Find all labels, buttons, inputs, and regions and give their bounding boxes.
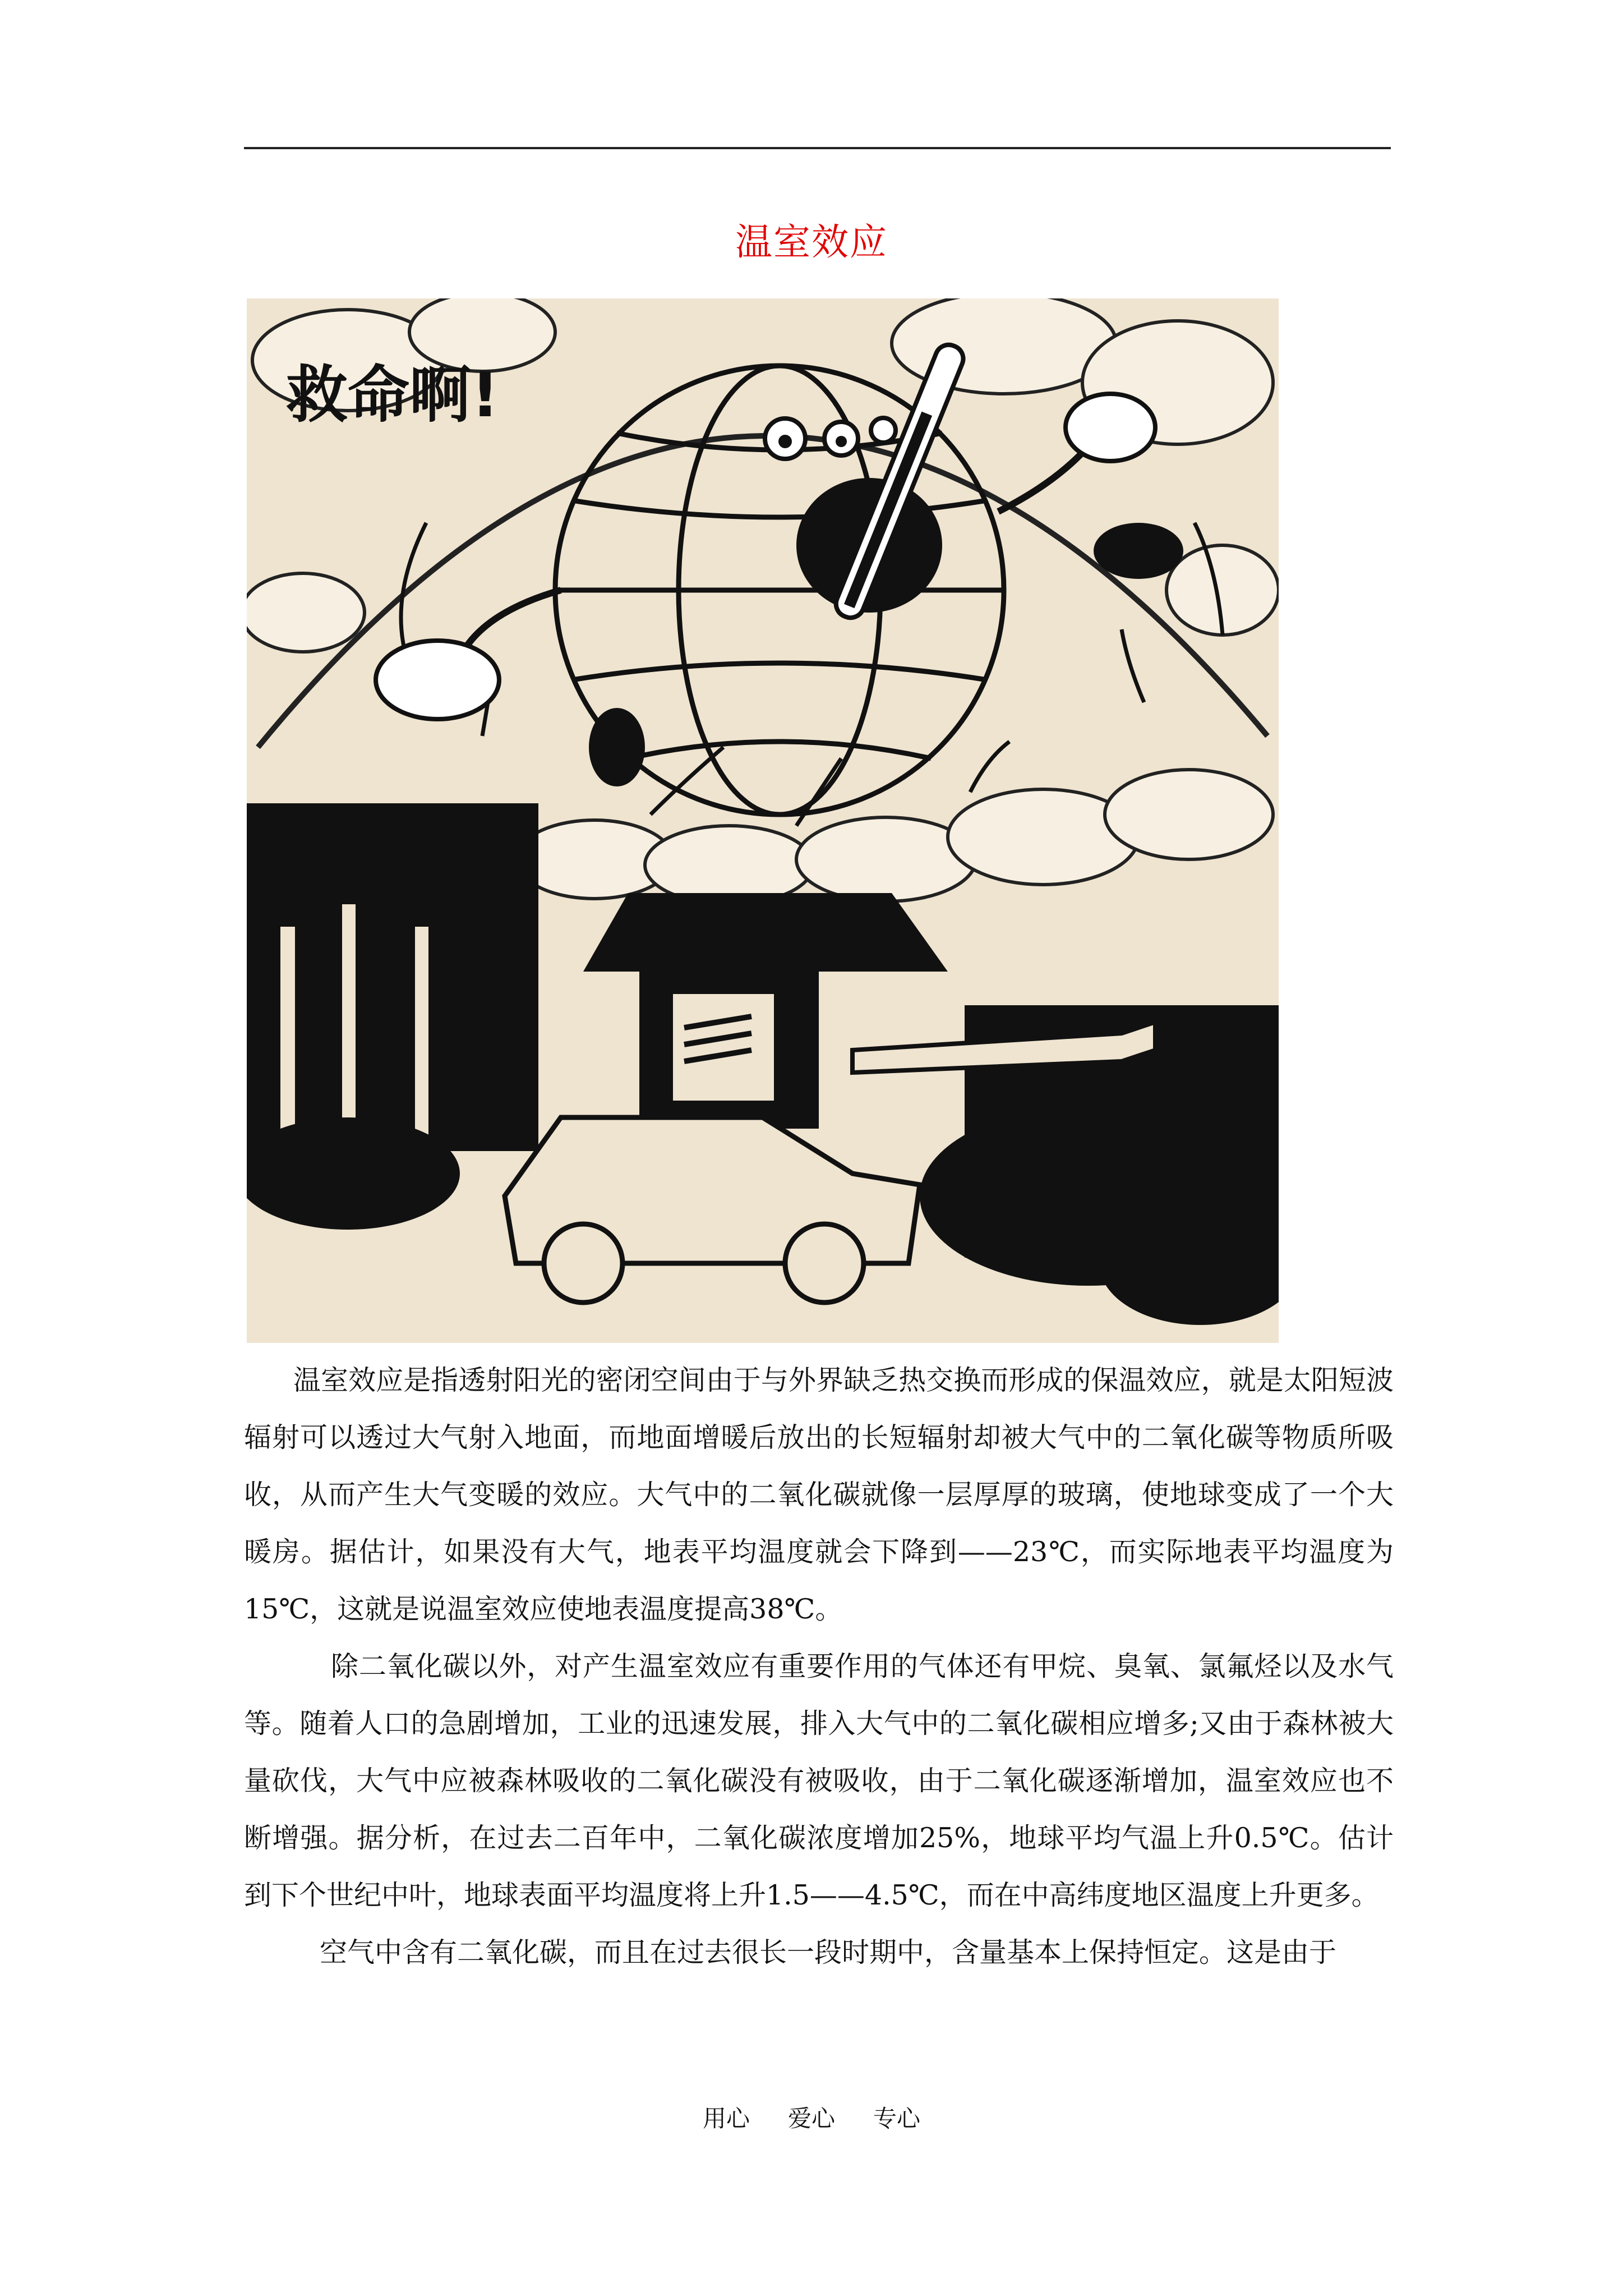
footer-item-2: 爱心 [787, 2105, 835, 2132]
page-title: 温室效应 [735, 220, 888, 264]
footer-item-1: 用心 [702, 2105, 750, 2132]
article-body [244, 1352, 1394, 1981]
paragraph-1: 温室效应是指透射阳光的密闭空间由于与外界缺乏热交换而形成的保温效应，就是太阳短波辐射可以透过大气射入地面，而地面增暖后放出的长短辐射却被大气中的二氧化碳等物质所吸收，从而产生大气变暖的效应。大气中的二氧化碳就像一层厚厚的玻璃，使地球变成了一个大暖房。据估计，如果没有大气，地表平均温度就会下降到——23℃，而实际地表平均温度为15℃，这就是说温室效应使地表温度提高38℃。 [244, 1364, 1394, 1625]
footer-item-3: 专心 [873, 2105, 921, 2132]
paragraph-2: 除二氧化碳以外，对产生温室效应有重要作用的气体还有甲烷、臭氧、氯氟烃以及水气等。随着人口的急剧增加，工业的迅速发展，排入大气中的二氧化碳相应增多;又由于森林被大量砍伐，大气中应被森林吸收的二氧化碳没有被吸收，由于二氧化碳逐渐增加，温室效应也不断增强。据分析，在过去二百年中，二氧化碳浓度增加25%，地球平均气温上升0.5℃。估计到下个世纪中叶，地球表面平均温度将上升1.5——4.5℃，而在中高纬度地区温度上升更多。 [244, 1650, 1394, 1911]
paragraph-3: 空气中含有二氧化碳，而且在过去很长一段时期中，含量基本上保持恒定。这是由于 [320, 1936, 1337, 1968]
cartoon-caption: 救命啊! [286, 359, 500, 431]
page-footer [0, 2100, 1623, 2134]
greenhouse-cartoon-image [247, 298, 1279, 1343]
header-rule [244, 147, 1391, 149]
